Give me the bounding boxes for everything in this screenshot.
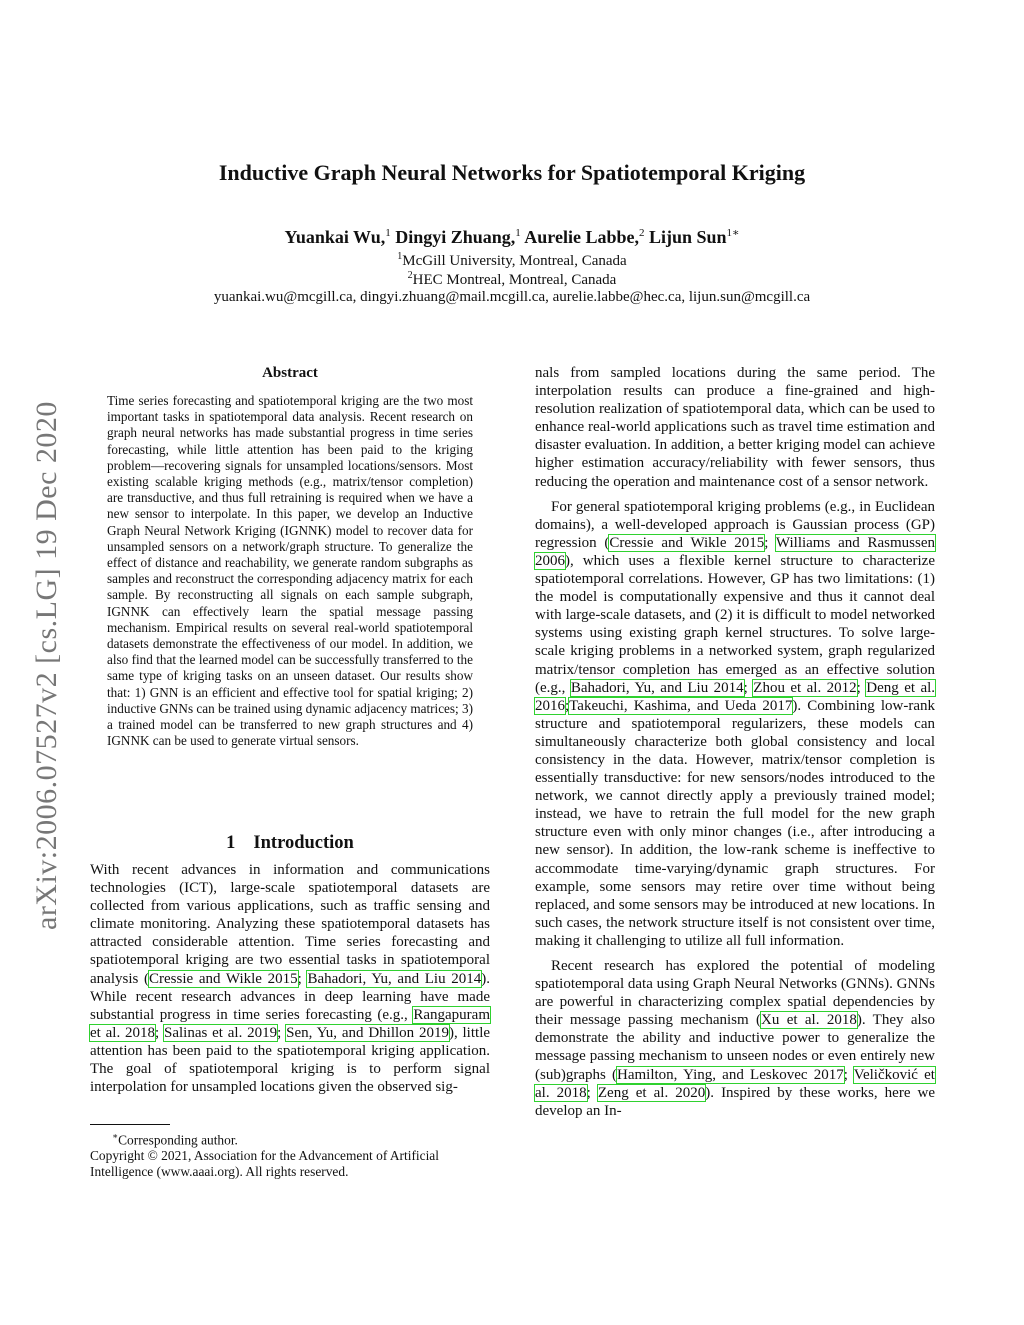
body-text: ; <box>297 970 308 987</box>
citation-link[interactable]: Veličković et al. 2018 <box>535 1066 935 1101</box>
author-list <box>0 226 1024 248</box>
citation-link[interactable]: Takeuchi, Kashima, and Ueda 2017 <box>569 697 793 714</box>
citation-link[interactable]: Xu et al. 2018 <box>761 1012 857 1029</box>
body-text: ; <box>155 1024 164 1041</box>
abstract-body: Time series forecasting and spatiotemporal kriging are the two most important tasks in spatiotemporal data analysis. Recent research on graph neural networks has made substantial progress in time series forecasting, while little attention has been paid to the kriging problem—recovering signals for unsampled locations/sensors. Most existing scalable kriging methods (e.g., matrix/tensor completion) are transductive, and thus full retraining is required when we have a new sensor to interpolate. In this paper, we develop an Inductive Graph Neural Network Kriging (IGNNK) model to recover data for unsampled sensors on a network/graph structure. To generalize the effect of distance and reachability, we generate random subgraphs as samples and reconstruct the corresponding adjacency matrix for each sample. By reconstructing all signals on each sample subgraph, IGNNK can effectively learn the spatial message passing mechanism. Empirical results on several real-world spatiotemporal datasets demonstrate the effectiveness of our model. In addition, we also find that the learned model can be successfully transferred to the same type of kriging tasks on an unseen dataset. Our results show that: 1) GNN is an efficient and effective tool for spatial kriging; 2) inductive GNNs can be trained using dynamic adjacency matrices; 3) a trained model can be transferred to new graph structures and 4) IGNNK can be used to generate virtual sensors. <box>107 393 473 749</box>
footnote-text: Corresponding author. <box>118 1132 238 1148</box>
citation-link[interactable]: Zhou et al. 2012 <box>753 679 857 696</box>
arxiv-identifier: arXiv:2006.07527v2 [cs.LG] 19 Dec 2020 <box>30 401 63 930</box>
author-affil-mark: 2 <box>638 227 645 239</box>
author-emails: yuankai.wu@mcgill.ca, dingyi.zhuang@mail.mcgill.ca, aurelie.labbe@hec.ca, lijun.sun@mcgill.ca <box>213 289 811 305</box>
intro-paragraph-left <box>90 861 490 1096</box>
author-affil-mark: 1∗ <box>726 227 740 239</box>
footnote-rule <box>90 1124 170 1125</box>
intro-paragraph <box>535 498 935 950</box>
body-text: ). Combining low-rank structure and spatiotemporal regularizers, these models can simultaneously characterize both global consistency and local consistency in the data. However, matrix/tensor completion is essentially transductive: for new sensors/nodes introduced to the network, we cannot directly apply a previously trained model; instead, we have to retrain the full model for the new graph structure even with only minor changes (i.e., after introducing a new sensor). In addition, the low-rank scheme is ineffective to accommodate time-varying/dynamic graph structures. For example, some sensors may retire over time without being replaced, and some sensors may be introduced at new locations. In such cases, the network structure itself is not consistent over time, making it challenging to utilize all full information. <box>535 697 935 949</box>
citation-link[interactable]: Deng et al. 2016 <box>535 679 936 714</box>
affil-mark: 2 <box>407 270 413 281</box>
body-text: ), little attention has been paid to the spatiotemporal kriging application. The goal of spatiotemporal kriging is to perform signal interpolation for unsampled locations given the observed sig- <box>90 1024 491 1096</box>
author-name: Dingyi Zhuang, <box>395 227 516 247</box>
body-text: ; <box>565 697 570 714</box>
body-text: ; <box>764 534 776 551</box>
citation-link[interactable]: Rangapuram et al. 2018 <box>90 1006 490 1041</box>
corresponding-author-note <box>90 1128 490 1148</box>
affil-mark: 1 <box>397 251 403 262</box>
author-affil-mark: 1 <box>385 227 391 239</box>
citation-link[interactable]: Hamilton, Ying, and Leskovec 2017 <box>617 1066 844 1083</box>
body-text: ). Inspired by these works, here we develop an In- <box>535 1084 936 1119</box>
intro-paragraph <box>535 957 935 1120</box>
section-heading <box>90 833 490 854</box>
author-name: Lijun Sun <box>648 227 727 247</box>
citation-link[interactable]: Zeng et al. 2020 <box>597 1084 706 1101</box>
affiliation <box>0 270 1024 289</box>
body-text: For general spatiotemporal kriging problems (e.g., in Euclidean domains), a well-developed approach is Gaussian process (GP) regression ( <box>535 498 935 551</box>
body-text: ). While recent research advances in deep learning have made substantial progress in time series forecasting (e.g., <box>90 970 490 1023</box>
author-name: Aurelie Labbe, <box>524 227 639 247</box>
citation-link[interactable]: Sen, Yu, and Dhillon 2019 <box>286 1024 449 1041</box>
paper-title: Inductive Graph Neural Networks for Spatiotemporal Kriging <box>218 160 806 185</box>
section-number: 1 <box>226 833 236 853</box>
body-text: ). They also demonstrate the ability and inductive power to generalize the message passing mechanism to unseen nodes or even entirely new (sub)graphs ( <box>535 1012 935 1083</box>
citation-link[interactable]: Bahadori, Yu, and Liu 2014 <box>570 679 744 696</box>
footnote-mark: ∗ <box>112 1131 119 1141</box>
intro-paragraph: nals from sampled locations during the same period. The interpolation results can produce a fine-grained and high-resolution realization of spatiotemporal data, which can be used to enhance real-world applications such as travel time estimation and disaster evaluation. In addition, a better kriging model can achieve higher estimation accuracy/reliability with fewer sensors, thus reducing the operation and maintenance cost of a sensor network. <box>535 365 935 490</box>
body-text: Recent research has explored the potential of modeling spatiotemporal data using Graph Neural Networks (GNNs). GNNs are powerful in characterizing complex spatial dependencies by their message passing mechanism ( <box>535 958 935 1029</box>
body-text: ; <box>843 1066 854 1083</box>
body-text: ; <box>743 679 754 696</box>
author-affil-mark: 1 <box>515 227 521 239</box>
body-text: With recent advances in information and communications technologies (ICT), large-scale spatiotemporal datasets are collected from various applications, such as traffic sensing and climate monitoring. Analyzing these spatiotemporal datasets has attracted considerable attention. Time series forecasting and spatiotemporal kriging are two essential tasks in spatiotemporal analysis ( <box>90 862 490 987</box>
body-text: ), which uses a flexible kernel structure to characterize spatiotemporal correlations. However, GP has two limitations: (1) the model is computationally expensive and thus it cannot deal with large-scale datasets, and (2) it is difficult to model networked systems using existing graph kernel structures. To solve large-scale kriging problems in a networked system, graph regularized matrix/tensor completion has emerged as an effective solution (e.g., <box>535 552 935 696</box>
body-text: ; <box>856 679 867 696</box>
section-title: Introduction <box>253 833 354 853</box>
footnote <box>90 1128 490 1180</box>
body-text: ; <box>277 1024 287 1041</box>
intro-column-right <box>535 364 935 1120</box>
affiliation-text: McGill University, Montreal, Canada <box>402 253 627 269</box>
abstract-heading: Abstract <box>262 365 318 381</box>
copyright-notice: Copyright © 2021, Association for the Advancement of Artificial Intelligence (www.aaai.org). All rights reserved. <box>90 1148 439 1180</box>
citation-link[interactable]: Williams and Rasmussen 2006 <box>535 534 935 569</box>
citation-link[interactable]: Salinas et al. 2019 <box>164 1024 278 1041</box>
citation-link[interactable]: Bahadori, Yu, and Liu 2014 <box>307 970 482 987</box>
citation-link[interactable]: Cressie and Wikle 2015 <box>609 534 765 551</box>
author-name: Yuankai Wu, <box>284 227 386 247</box>
affiliation-text: HEC Montreal, Montreal, Canada <box>412 272 617 288</box>
citation-link[interactable]: Cressie and Wikle 2015 <box>149 970 298 987</box>
affiliation <box>0 251 1024 270</box>
body-text: ; <box>586 1084 598 1101</box>
